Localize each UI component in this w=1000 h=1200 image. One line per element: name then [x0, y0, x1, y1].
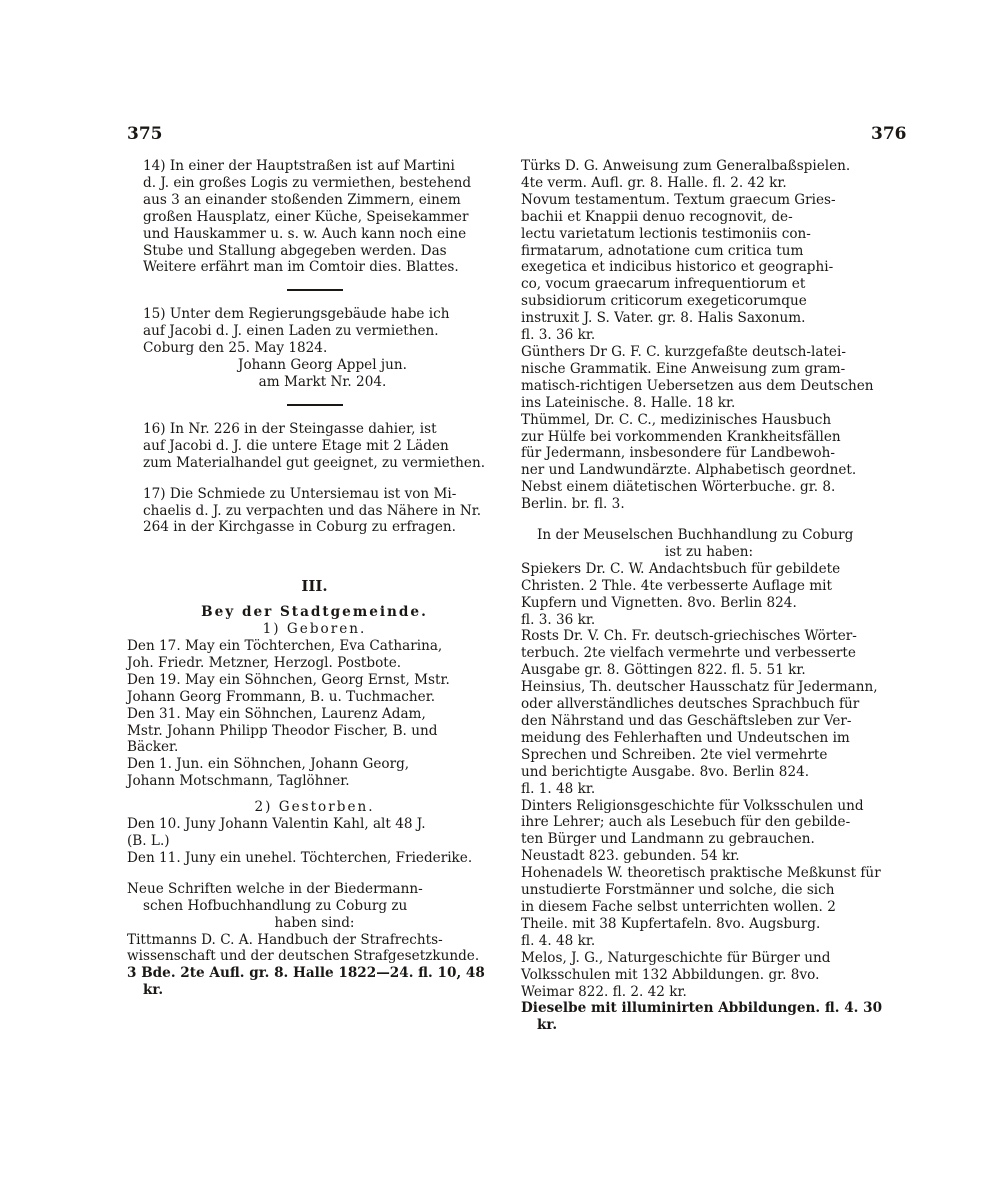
book-entry-hohenadel: Hohenadels W. theoretisch praktische Meßkunst für unstudierte Forstmänner und solche, die sich in diesem Fache selbst unterrichten wollen. 2 Theile. mit 38 Kupfertafeln. 8vo. Augsburg. fl. 4. 48 kr. — [521, 865, 881, 949]
bookshop-heading-biedermann: Neue Schriften welche in der Biedermann- schen Hofbuchhandlung zu Coburg zu haben sind: — [127, 880, 423, 931]
death-entry: Den 10. Juny Johann Valentin Kahl, alt 48 J. (B. L.) — [127, 816, 426, 849]
book-entry-spieker: Spiekers Dr. C. W. Andachtsbuch für gebildete Christen. 2 Thle. 4te verbesserte Auflage mit Kupfern und Vignetten. 8vo. Berlin 824. fl. 3. 36 kr. — [521, 560, 841, 628]
birth-entry: Den 1. Jun. ein Söhnchen, Johann Georg, Johann Motschmann, Taglöhner. — [127, 756, 410, 790]
birth-entry: Den 17. May ein Töchterchen, Eva Catharina, Joh. Friedr. Metzner, Herzogl. Postbote. — [127, 638, 443, 671]
book-entry-guenther: Günthers Dr G. F. C. kurzgefaßte deutsch-latei- nische Grammatik. Eine Anweisung zum gram- matisch-richtigen Uebersetzen aus dem Deutschen ins Lateinische. 8. Halle. 18 kr. — [521, 343, 874, 411]
divider — [287, 289, 343, 291]
book-entry-novum-testamentum: Novum testamentum. Textum graecum Gries- bachii et Knappii denuo recognovit, de- lectu varietatum lectionis testimoniis con- firmatarum, adnotatione cum critica tum exegetica et indicibus historico et geographi- co, vocum graecarum infrequentiorum et subsidiorum criticorum exegeticorumque instruxit J. S. Vater. gr. 8. Halis Saxonum. fl. 3. 36 kr. — [521, 191, 836, 344]
notice-15-signature: Johann Georg Appel jun. — [238, 357, 407, 374]
book-entry-dinter: Dinters Religionsgeschichte für Volksschulen und ihre Lehrer; auch als Lesebuch für den gebilde- ten Bürger und Landmann zu gebrauchen. Neustadt 823. gebunden. 54 kr. — [521, 797, 864, 865]
book-entry-melos-illuminated: Dieselbe mit illuminirten Abbildungen. fl. 4. 30 kr. — [521, 1000, 883, 1034]
right-column — [521, 158, 897, 1034]
book-entry-melos: Melos, J. G., Naturgeschichte für Bürger und Volksschulen mit 132 Abbildungen. gr. 8vo. Weimar 822. fl. 2. 42 kr. — [521, 949, 831, 1000]
births-title: 1) Geboren. — [262, 621, 367, 638]
notice-15: 15) Unter dem Regierungsgebäude habe ich auf Jacobi d. J. einen Laden zu vermiethen. Coburg den 25. May 1824. Johann Georg Appel jun. am Markt Nr. 204. — [127, 306, 502, 391]
notice-14: 14) In einer der Hauptstraßen ist auf Martini d. J. ein großes Logis zu vermiethen, bestehend aus 3 an einander stoßenden Zimmern, einem großen Hausplatz, einer Küche, Speisekammer und Hauskammer u. s. w. Auch kann noch eine Stube und Stallung abgegeben werden. Das Weitere erfährt man im Comtoir dies. Blattes. — [143, 158, 472, 276]
book-entry-tittmann: Tittmanns D. C. A. Handbuch der Strafrechts- wissenschaft und der deutschen Strafgesetzkunde. 3 Bde. 2te Aufl. gr. 8. Halle 1822—24. fl. 10, 48 kr. — [127, 931, 485, 999]
notice-15-address: am Markt Nr. 204. — [258, 373, 387, 390]
divider — [287, 404, 343, 406]
page-number-right: 376 — [871, 124, 907, 144]
page-number-left: 375 — [127, 124, 163, 144]
section-number: III. — [301, 577, 328, 596]
notice-15-place-date: Coburg den 25. May 1824. — [143, 340, 328, 357]
book-entry-heinsius: Heinsius, Th. deutscher Hausschatz für Jedermann, oder allverständliches deutsches Sprachbuch für den Nährstand und das Geschäftsleben zur Ver- meidung des Fehlerhaften und Undeutschen im Sprechen und Schreiben. 2te viel vermehrte und berichtigte Ausgabe. 8vo. Berlin 824. fl. 1. 48 kr. — [521, 679, 878, 797]
birth-entry: Den 19. May ein Söhnchen, Georg Ernst, Mstr. Johann Georg Frommann, B. u. Tuchmacher. — [127, 671, 450, 705]
notice-16: 16) In Nr. 226 in der Steingasse dahier, ist auf Jacobi d. J. die untere Etage mit 2 Läden zum Materialhandel gut geeignet, zu vermiethen. — [143, 420, 486, 471]
left-column — [127, 158, 502, 999]
book-entry-tuerk: Türks D. G. Anweisung zum Generalbaßspielen. 4te verm. Aufl. gr. 8. Halle. fl. 2. 42 kr. — [521, 158, 851, 191]
death-entry: Den 11. Juny ein unehel. Töchterchen, Friederike. — [127, 849, 473, 866]
birth-entry: Den 31. May ein Söhnchen, Laurenz Adam, Mstr. Johann Philipp Theodor Fischer, B. und Bäcker. — [127, 705, 438, 756]
book-entry-rost: Rosts Dr. V. Ch. Fr. deutsch-griechisches Wörter- terbuch. 2te vielfach vermehrte und verbesserte Ausgabe gr. 8. Göttingen 822. fl. 5. 51 kr. — [521, 628, 857, 679]
notice-17: 17) Die Schmiede zu Untersiemau ist von Mi- chaelis d. J. zu verpachten und das Nähere in Nr. 264 in der Kirchgasse in Coburg zu erfragen. — [143, 485, 482, 536]
book-entry-thuemmel: Thümmel, Dr. C. C., medizinisches Hausbuch zur Hülfe bei vorkommenden Krankheitsfällen für Jedermann, insbesondere für Landbewoh- ner und Landwundärzte. Alphabetisch geordnet. Nebst einem diätetischen Wörterbuche. gr. 8. Berlin. br. fl. 3. — [521, 411, 857, 513]
bookshop-heading-meusel: In der Meuselschen Buchhandlung zu Coburg ist zu haben: — [537, 527, 854, 560]
deaths-title: 2) Gestorben. — [254, 799, 375, 816]
section-heading: Bey der Stadtgemeinde. — [201, 604, 428, 621]
